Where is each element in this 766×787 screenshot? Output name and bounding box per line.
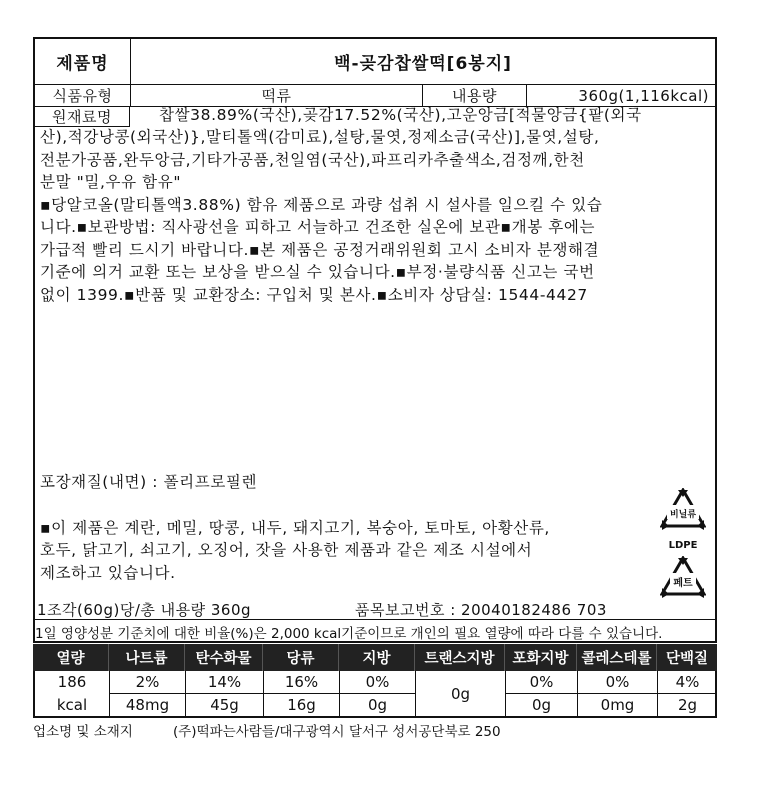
- ingredients-line: 산),적강낭콩(외국산)},말티톨액(감미료),설탕,물엿,정제소금(국산)],물엿,설탕,: [40, 128, 600, 147]
- recycle-vinyl-icon: [660, 488, 706, 534]
- nutrition-cell: 0g: [416, 671, 506, 716]
- product-name-value: 백-곶감찹쌀떡[6봉지]: [334, 54, 512, 74]
- recycle-pet-icon: [660, 556, 706, 602]
- nutrition-header-cell: 열량: [33, 644, 109, 671]
- nutrition-header-cell: 나트륨: [109, 644, 185, 671]
- allergy-line: ▪이 제품은 계란, 메밀, 땅콩, 내두, 돼지고기, 복숭아, 토마토, 아황산류,: [40, 519, 550, 537]
- nutrition-cell: 0% 0g: [340, 671, 416, 716]
- allergy-line: 호두, 닭고기, 쇠고기, 오징어, 잣을 사용한 제품과 같은 제조 시설에서: [40, 541, 533, 560]
- ingredients-line: 전분가공품,완두앙금,기타가공품,천일염(국산),파프리카추출색소,검정깨,한천: [40, 150, 585, 169]
- packaging-material: [40, 471, 540, 493]
- allergy-line: 제조하고 있습니다.: [40, 563, 176, 582]
- nutrition-header-cell: 지방: [339, 644, 415, 671]
- daily-value-note: 1일 영양성분 기준치에 대한 비율(%)은 2,000 kcal기준이므로 개인의 필요 열량에 따라 다를 수 있습니다.: [35, 626, 663, 642]
- recycle-ldpe-label: LDPE: [668, 540, 698, 551]
- maker-value: (주)떡파는사람들/대구광역시 달서구 성서공단북로 250: [173, 724, 501, 740]
- allergy-text: [40, 517, 660, 584]
- nutrition-header-cell: 단백질: [665, 651, 709, 667]
- maker-row: [33, 719, 717, 739]
- nutrition-header-cell: 포화지방: [505, 644, 577, 671]
- ingredients-label: 원재료명: [52, 108, 112, 126]
- notice-line: 가급적 빨리 드시기 바랍니다.▪본 제품은 공정거래위원회 고시 소비자 분쟁해결: [40, 240, 600, 259]
- nutrition-header-cell: 콜레스테롤: [577, 644, 657, 671]
- product-name-row: [35, 39, 715, 85]
- product-type-label: 식품유형: [52, 87, 113, 105]
- nutrition-cell: 2% 48mg: [110, 671, 186, 716]
- volume-label: 내용량: [452, 87, 497, 105]
- product-type-value: 떡류: [261, 87, 292, 105]
- nutrition-cell: 16% 16g: [264, 671, 340, 716]
- notice-text: [40, 194, 716, 306]
- notice-line: ▪당알코올(말티톨액3.88%) 함유 제품으로 과량 섭취 시 설사를 일으킬 수 있습: [40, 196, 603, 214]
- nutrition-cell: 4% 2g: [658, 671, 717, 716]
- ingredients-text: [40, 104, 716, 194]
- nutrition-values: [33, 671, 717, 718]
- nutrition-header-cell: 탄수화물: [185, 644, 263, 671]
- notice-line: 없이 1399.▪반품 및 교환장소: 구입처 및 본사.▪소비자 상담실: 1544-4427: [40, 285, 588, 304]
- product-name-label: 제품명: [56, 54, 109, 74]
- recycle-vinyl-label: 비닐류: [669, 510, 697, 520]
- ingredients-line: 분말 "밀,우유 함유": [40, 173, 182, 192]
- packaging-text: 포장재질(내면) : 폴리프로필렌: [40, 473, 258, 491]
- report-number: 품목보고번호 : 20040182486 703: [355, 601, 607, 619]
- serving-row: [35, 599, 715, 620]
- notice-line: 기준에 의거 교환 또는 보상을 받으실 수 있습니다.▪부정·불량식품 신고는 국번: [40, 263, 595, 282]
- volume-value: 360g(1,116kcal): [578, 86, 709, 105]
- ingredients-line: 찹쌀38.89%(국산),곶감17.52%(국산),고운앙금[적물앙금{팥(외국: [159, 106, 642, 124]
- recycle-pet-label: 페트: [673, 578, 693, 589]
- serving-size: 1조각(60g)당/총 내용량 360g: [37, 601, 252, 619]
- notice-line: 니다.▪보관방법: 직사광선을 피하고 서늘하고 건조한 실온에 보관▪개봉 후에는: [40, 218, 596, 237]
- nutrition-cell: 14% 45g: [186, 671, 264, 716]
- nutrition-header-cell: 당류: [263, 644, 339, 671]
- nutrition-cell: 0% 0mg: [578, 671, 658, 716]
- nutrition-header: [33, 644, 717, 671]
- nutrition-header-cell: 트랜스지방: [415, 644, 505, 671]
- nutrition-cell: 186 kcal: [35, 671, 110, 716]
- maker-label: 업소명 및 소재지: [33, 724, 133, 740]
- nutrition-cell: 0% 0g: [506, 671, 578, 716]
